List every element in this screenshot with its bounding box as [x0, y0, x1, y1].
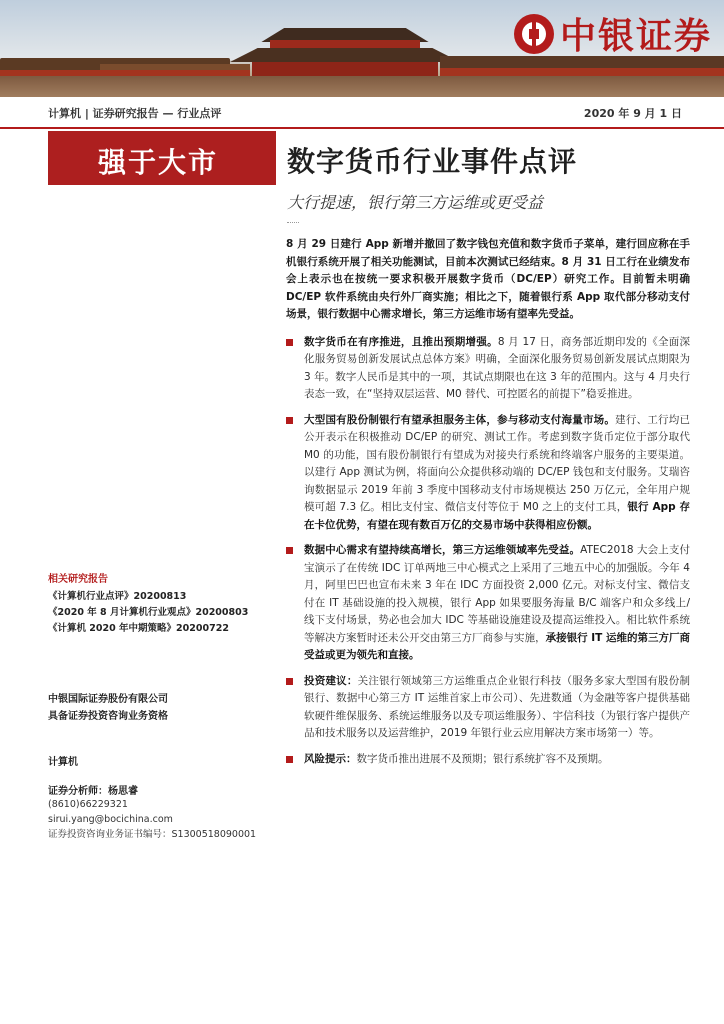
breadcrumb: 计算机 | 证券研究报告 — 行业点评 — [48, 107, 222, 120]
bullet-list — [286, 334, 690, 769]
lead-paragraph: 8 月 29 日建行 App 新增并撤回了数字钱包充值和数字货币子菜单，建行回应称在手机银行系统开展了相关功能测试，目前本次测试已经结束。8 月 31 日工行在业绩发布会上表示也在按统一要求积极开展数字货币（DC/EP）研究工作。目前暂未明确 DC/EP 软件系统由央行外厂商实施；相比之下，随着银行系 App 取代部分移动支付场景，银行数据中心需求增长，第三方运维市场有望率先受益。 — [286, 238, 690, 320]
bullet-heading: 投资建议： — [304, 674, 358, 687]
palace-hall-wall — [252, 62, 438, 76]
bullet-heading: 风险提示： — [304, 752, 357, 765]
brand-name: 中银证券 — [559, 15, 712, 57]
industry-label: 计算机 — [48, 757, 78, 768]
page-title: 数字货币行业事件点评 — [287, 145, 578, 178]
red-square-bullet-icon — [286, 756, 293, 763]
bullet-item — [286, 751, 690, 769]
related-report-link[interactable]: 《2020 年 8 月计算机行业观点》20200803 — [48, 607, 249, 618]
courtyard-ground — [0, 76, 724, 97]
analyst-name: 证券分析师：杨思睿 — [48, 786, 138, 797]
bullet-heading: 大型国有股份制银行有望承担服务主体，参与移动支付海量市场。 — [304, 413, 616, 426]
report-body — [286, 236, 690, 776]
company-info — [48, 691, 278, 725]
related-report-link[interactable]: 《计算机行业点评》20200813 — [48, 591, 187, 602]
related-reports-list — [48, 589, 278, 637]
breadcrumb-bar — [0, 97, 724, 129]
bullet-heading: 数据中心需求有望持续高增长，第三方运维领域率先受益。 — [304, 544, 581, 556]
sidebar — [48, 570, 278, 842]
report-date: 2020 年 9 月 1 日 — [583, 107, 682, 120]
rating-label: 强于大市 — [98, 146, 219, 179]
bullet-text: 数字货币推出进展不及预期；银行系统扩容不及预期。 — [356, 752, 609, 765]
red-square-bullet-icon — [286, 547, 293, 554]
red-square-bullet-icon — [286, 339, 293, 346]
bank-of-china-logo-icon — [514, 14, 554, 54]
bullet-text: 建行、工行均已公开表示在积极推动 DC/EP 的研究、测试工作。考虑到数字货币定位于部分取代 M0 的功能，国有股份制银行有望成为对接央行系统和终端客户服务的主要渠道。以建行 App 测试为例，将面向公众提供移动端的 DC/EP 钱包和支付服务。艾瑞咨询数据显示 2019 年前 3 季度中国移动支付市场规模达 250 万亿元，全年用户规模可超 7.3 亿。相比支付宝、微信支付等位于 M0 之上的支付工具， — [304, 413, 691, 513]
bullet-item — [286, 542, 690, 665]
brand-logo — [514, 8, 712, 59]
related-reports-heading: 相关研究报告 — [48, 574, 108, 585]
header-banner — [0, 0, 724, 97]
bullet-heading: 数字货币在有序推进，且推出预期增强。 — [304, 335, 498, 348]
company-name: 中银国际证券股份有限公司 — [48, 694, 168, 705]
page-subtitle: 大行提速，银行第三方运维或更受益 — [287, 193, 544, 212]
red-square-bullet-icon — [286, 417, 293, 424]
bullet-conclusion: 银行 App 存在卡位优势，有望在现有数百万亿的交易市场中获得相应份额。 — [304, 501, 690, 531]
palace-main-roof-lower — [230, 48, 460, 62]
red-square-bullet-icon — [286, 678, 293, 685]
bullet-conclusion: 承接银行 IT 运维的第三方厂商受益或更为领先和直接。 — [304, 631, 690, 661]
related-report-link[interactable]: 《计算机 2020 年中期策略》20200722 — [48, 623, 229, 634]
analyst-phone: (8610)66229321 — [48, 799, 128, 810]
bullet-item — [286, 412, 690, 535]
bullet-item — [286, 334, 690, 404]
company-qualification: 具备证券投资咨询业务资格 — [48, 711, 168, 722]
divider — [287, 222, 299, 223]
bullet-text: 关注银行领域第三方运维重点企业银行科技（服务多家大型国有股份制银行、数据中心第三方 IT 运维首家上市公司）、先进数通（为金融等客户提供基础软硬件维保服务、系统运维服务以及专项运维服务）、宇信科技（为银行客户提供产品和技术服务以及运营维护，2019 年银行业云应用解决方案市场第一）等。 — [304, 674, 691, 739]
bullet-text: 8 月 17 日，商务部近期印发的《全面深化服务贸易创新发展试点总体方案》明确，全面深化服务贸易创新发展试点期限为 3 年。数字人民币是其中的一项，其试点期限也在这 3 年的范围内。这与 4 月央行表态一致，在“坚持双层运营、M0 替代、可控匿名的前提下”稳妥推进。 — [304, 335, 690, 400]
license-number: 证券投资咨询业务证书编号：S1300518090001 — [48, 829, 257, 840]
bullet-item — [286, 673, 690, 743]
bullet-text: ATEC2018 大会上支付宝演示了在传统 IDC 订单两地三中心模式之上采用了三地五中心的加强版。今年 4 月，阿里巴巴也宣布未来 3 年在 IDC 方面投资 2,000 亿元。对标支付宝、微信支付在 IT 基础设施的投入规模，银行 App 如果要服务海量 B/C 端客户和众多线上/线下支付场景，势必也会加大 IDC 等基础设施建设及提高运维投入。相比软件系统等解决方案暂时还未公开交由第三方厂商参与实施， — [304, 544, 690, 644]
analyst-email[interactable]: sirui.yang@bocichina.com — [48, 814, 173, 825]
rating-box — [48, 131, 276, 185]
